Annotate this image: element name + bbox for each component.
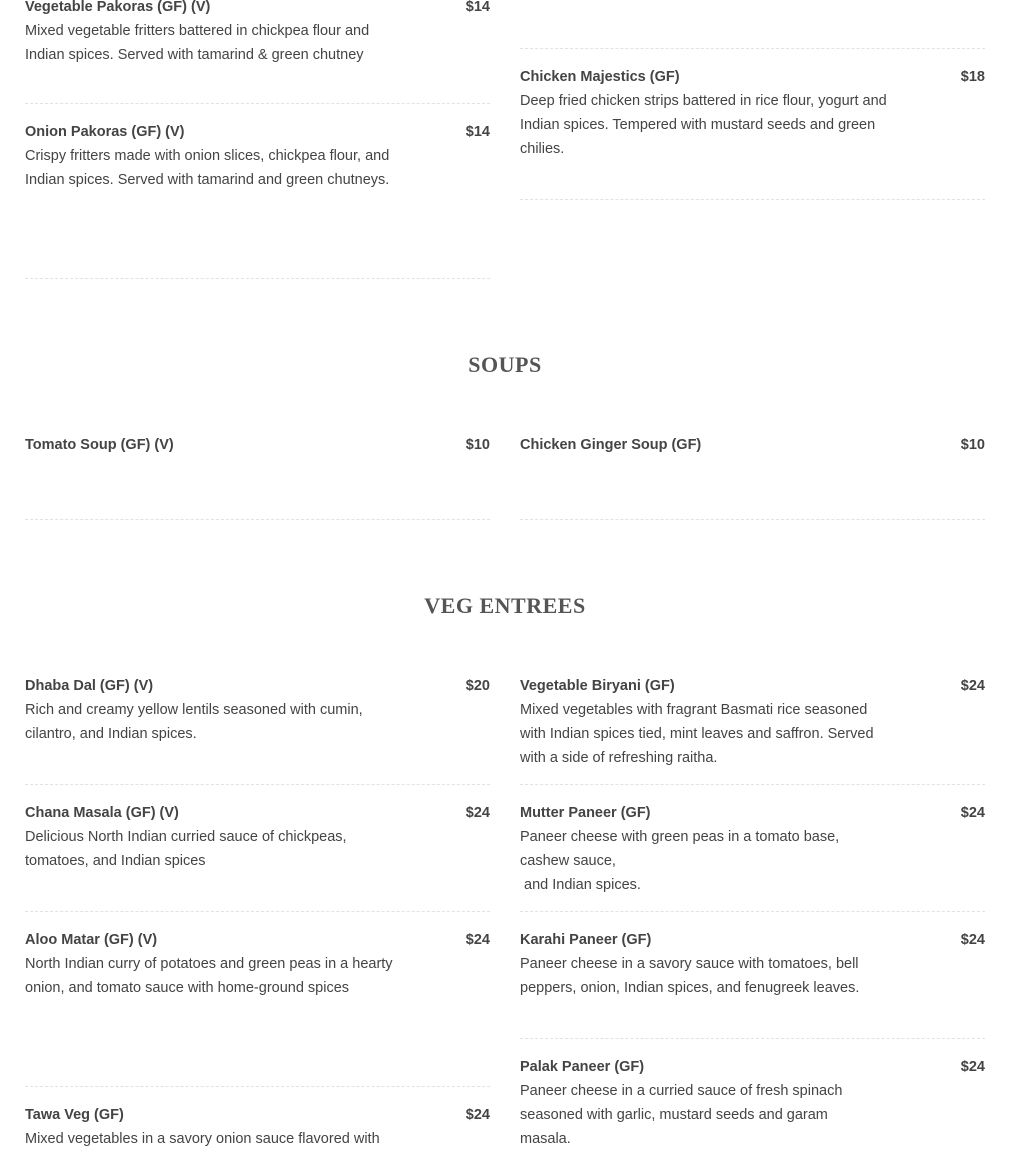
item-divider xyxy=(25,519,490,520)
menu-item-name: Mutter Paneer (GF) xyxy=(520,805,651,821)
item-divider xyxy=(25,784,490,785)
menu-item-name: Karahi Paneer (GF) xyxy=(520,932,652,948)
menu-item-price: $24 xyxy=(465,1107,490,1123)
menu-item-name: Vegetable Biryani (GF) xyxy=(520,678,675,694)
menu-item-description: North Indian curry of potatoes and green peas in a hearty onion, and tomato sauce with home-ground spices xyxy=(25,956,393,996)
menu-item-price: $24 xyxy=(465,932,490,948)
menu-item-name: Tawa Veg (GF) xyxy=(25,1107,124,1123)
menu-item-price: $14 xyxy=(465,0,490,15)
menu-item-description: Mixed vegetables with fragrant Basmati rice seasoned with Indian spices tied, mint leaves and saffron. Served with a side of refreshing raitha. xyxy=(520,702,874,766)
menu-item-name: Dhaba Dal (GF) (V) xyxy=(25,678,154,694)
menu-item-price: $24 xyxy=(960,678,985,694)
item-divider xyxy=(25,1086,490,1087)
item-divider xyxy=(25,278,490,279)
item-divider xyxy=(520,784,985,785)
menu-item-description-line: Paneer cheese with green peas in a tomato base, cashew sauce, xyxy=(520,829,840,869)
menu-item-name: Chana Masala (GF) (V) xyxy=(25,805,179,821)
menu-item-description: Rich and creamy yellow lentils seasoned with cumin, cilantro, and Indian spices. xyxy=(25,702,363,742)
section-title-veg-entrees: VEG ENTREES xyxy=(424,593,586,618)
menu-item-price: $24 xyxy=(960,1059,985,1075)
item-divider xyxy=(520,199,985,200)
menu-item-price: $24 xyxy=(465,805,490,821)
menu-item-description: Mixed vegetables in a savory onion sauce flavored with xyxy=(25,1131,380,1147)
item-divider xyxy=(25,911,490,912)
menu-item-name: Chicken Majestics (GF) xyxy=(520,69,680,85)
item-divider xyxy=(520,911,985,912)
section-title-soups: SOUPS xyxy=(468,352,542,377)
menu-item-price: $24 xyxy=(960,805,985,821)
menu-item-name: Vegetable Pakoras (GF) (V) xyxy=(25,0,211,15)
menu-item-description: Crispy fritters made with onion slices, chickpea flour, and Indian spices. Served with tamarind and green chutneys. xyxy=(25,148,390,188)
menu-item-name: Onion Pakoras (GF) (V) xyxy=(25,124,185,140)
item-divider xyxy=(520,48,985,49)
menu-item-price: $10 xyxy=(465,437,490,453)
menu-item-description: Paneer cheese in a curried sauce of fresh spinach seasoned with garlic, mustard seeds and garam masala. xyxy=(520,1083,843,1147)
menu-item-description-line: and Indian spices. xyxy=(520,877,641,893)
menu-item-price: $14 xyxy=(465,124,490,140)
menu-item-name: Chicken Ginger Soup (GF) xyxy=(520,437,702,453)
menu-item-description: Deep fried chicken strips battered in rice flour, yogurt and Indian spices. Tempered with mustard seeds and green chilies. xyxy=(520,93,887,157)
item-divider xyxy=(520,519,985,520)
menu-item-price: $10 xyxy=(960,437,985,453)
menu-item-price: $18 xyxy=(960,69,985,85)
menu-item-description xyxy=(520,825,888,897)
menu-item-name: Aloo Matar (GF) (V) xyxy=(25,932,158,948)
menu-item-description: Paneer cheese in a savory sauce with tomatoes, bell peppers, onion, Indian spices, and fenugreek leaves. xyxy=(520,956,860,996)
menu-item-description: Mixed vegetable fritters battered in chickpea flour and Indian spices. Served with tamarind & green chutney xyxy=(25,23,370,63)
menu-item-price: $24 xyxy=(960,932,985,948)
menu-item-name: Palak Paneer (GF) xyxy=(520,1059,645,1075)
menu-item-price: $20 xyxy=(465,678,490,694)
menu-item-name: Tomato Soup (GF) (V) xyxy=(25,437,174,453)
item-divider xyxy=(520,1038,985,1039)
item-divider xyxy=(25,103,490,104)
menu-item-description: Delicious North Indian curried sauce of chickpeas, tomatoes, and Indian spices xyxy=(25,829,347,869)
